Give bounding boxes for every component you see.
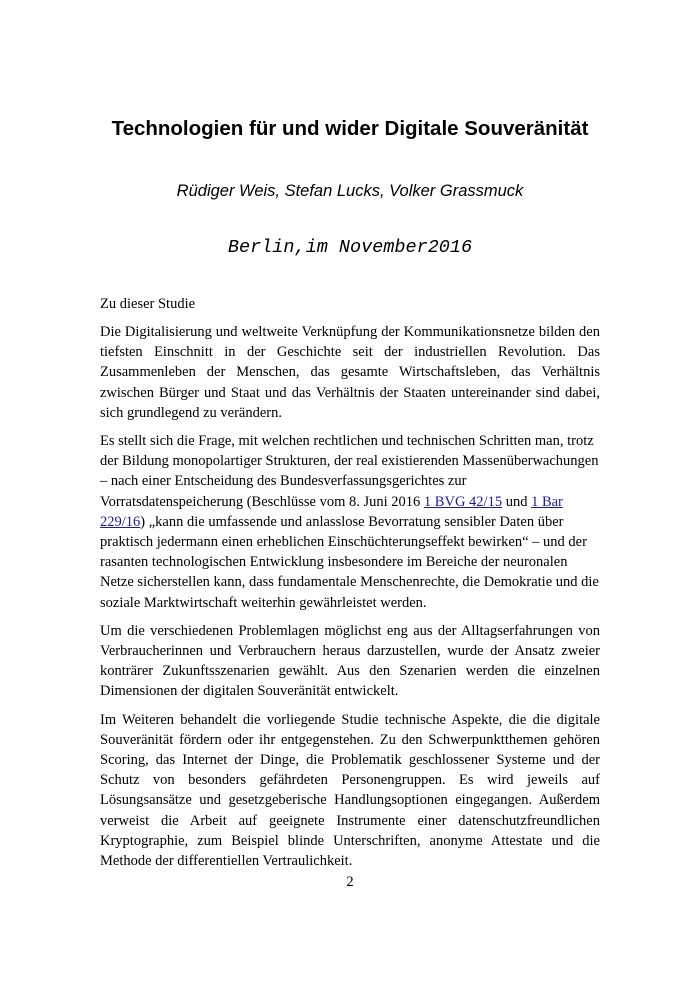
paragraph-scenarios: Um die verschiedenen Problemlagen möglichst eng aus der Alltagserfahrungen von Verbraucherinnen und Verbrauchern heraus darzustellen, wurde der Ansatz zweier konträrer Zukunftsszenarien gewählt. Aus den Szenarien werden die einzelnen Dimensionen der digitalen Souveränität entwickelt. — [100, 622, 600, 700]
document-authors: Rüdiger Weis, Stefan Lucks, Volker Grassmuck — [176, 182, 524, 200]
paragraph-topics: Im Weiteren behandelt die vorliegende Studie technische Aspekte, die die digitale Souveränität fördern oder ihr entgegenstehen. Zu den Schwerpunktthemen gehören Scoring, das Internet der Dinge, die Problematik geschlossener Systeme und der Schutz von besonders gefährdeten Personengruppen. Es wird jeweils auf Lösungsansätze und gesetzgeberische Handlungsoptionen eingegangen. Außerdem verweist die Arbeit auf geeignete Instrumente einer datenschutzfreundlichen Kryptographie, zum Beispiel blinde Unterschriften, anonyme Attestate und die Methode der differentiellen Vertraulichkeit. — [100, 711, 600, 870]
paragraph-question-text-middle: und — [502, 493, 532, 510]
document-page — [100, 0, 600, 871]
paragraph-question-text-before: Es stellt sich die Frage, mit welchen rechtlichen und technischen Schritten man, trotz der Bildung monopolartiger Strukturen, der real existierenden Massenüberwachungen – nach einer Entscheidung des Bundesverfassungsgerichtes zur Vorratsdatenspeicherung (Beschlüsse vom 8. Juni 2016 — [100, 433, 599, 510]
document-title: Technologien für und wider Digitale Souveränität — [111, 117, 589, 140]
place-date: Berlin,im November2016 — [227, 237, 473, 258]
paragraph-question — [100, 431, 600, 613]
court-decision-link-1[interactable]: 1 BVG 42/15 — [423, 493, 503, 510]
section-heading: Zu dieser Studie — [100, 296, 196, 312]
paragraph-question-text-after: ) „kann die umfassende und anlasslose Bevorratung sensibler Daten über praktisch jedermann einen erheblichen Einschüchterungseffekt bewirken“ – und der rasanten technologischen Entwicklung insbesondere im Bereiche der neuronalen Netze sicherstellen kann, dass fundamentale Menschenrechte, die Demokratie und die soziale Marktwirtschaft weiterhin gewährleistet werden. — [100, 513, 599, 611]
page-number: 2 — [346, 874, 354, 890]
paragraph-intro: Die Digitalisierung und weltweite Verknüpfung der Kommunikationsnetze bilden den tiefsten Einschnitt in der Geschichte seit der industriellen Revolution. Das Zusammenleben der Menschen, das gesamte Wirtschaftsleben, das Verhältnis zwischen Bürger und Staat und das Verhältnis der Staaten untereinander sind dabei, sich grundlegend zu verändern. — [100, 324, 600, 421]
court-decision-link-2[interactable]: 1 Bar 229/16 — [100, 493, 563, 530]
